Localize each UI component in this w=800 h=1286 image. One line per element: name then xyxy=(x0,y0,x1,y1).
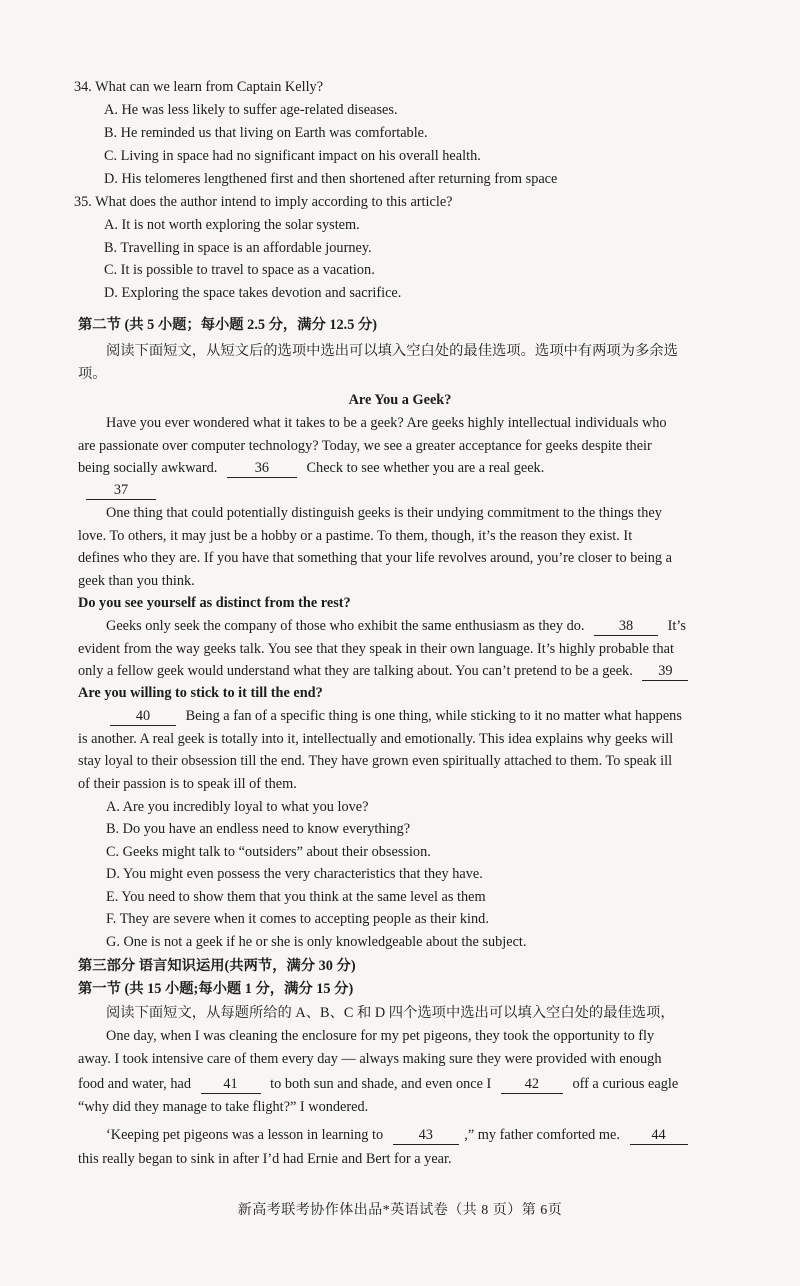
blank-40[interactable]: 40 xyxy=(110,707,176,726)
option-b: B. Do you have an endless need to know everything? xyxy=(106,821,411,837)
passage-subheading: Are you willing to stick to it till the end? xyxy=(78,685,323,701)
question-35-option-c: C. It is possible to travel to space as a vacation. xyxy=(104,262,375,278)
passage-line: Have you ever wondered what it takes to be a geek? Are geeks highly intellectual individuals who xyxy=(106,415,667,431)
question-34-option-b: B. He reminded us that living on Earth was comfortable. xyxy=(104,125,428,141)
option-g: G. One is not a geek if he or she is only knowledgeable about the subject. xyxy=(106,934,527,950)
passage-subheading: Do you see yourself as distinct from the rest? xyxy=(78,595,351,611)
passage-text: It’s xyxy=(667,618,686,634)
passage-line: “why did they manage to take flight?” I wondered. xyxy=(78,1099,369,1115)
part-3-section-1-heading: 第一节 (共 15 小题;每小题 1 分，满分 15 分) xyxy=(78,981,354,997)
question-35-stem: 35. What does the author intend to imply according to this article? xyxy=(74,194,453,210)
passage-line: stay loyal to their obsession till the end. They have grown even spiritually attached to them. To speak ill xyxy=(78,753,673,769)
question-35-option-d: D. Exploring the space takes devotion and sacrifice. xyxy=(104,285,402,301)
part-3-instruction: 阅读下面短文，从每题所给的 A、B、C 和 D 四个选项中选出可以填入空白处的最佳选项， xyxy=(106,1005,675,1021)
passage-text: Being a fan of a specific thing is one thing, while sticking to it no matter what happens xyxy=(185,708,682,724)
passage-line: of their passion is to speak ill of them. xyxy=(78,776,297,792)
part-3-heading: 第三部分 语言知识运用(共两节，满分 30 分) xyxy=(78,958,356,974)
blank-43[interactable]: 43 xyxy=(393,1126,459,1145)
passage-line xyxy=(78,1073,678,1095)
blank-39[interactable]: 39 xyxy=(642,662,688,681)
question-34-option-d: D. His telomeres lengthened first and then shortened after returning from space xyxy=(104,171,558,187)
blank-37[interactable]: 37 xyxy=(86,481,156,500)
passage-line: this really began to sink in after I’d had Ernie and Bert for a year. xyxy=(78,1151,452,1167)
page-footer: 新高考联考协作体出品*英语试卷（共 8 页）第 6页 xyxy=(237,1203,563,1218)
passage-line: love. To others, it may just be a hobby or a pastime. To them, though, it’s the reason they exist. It xyxy=(78,528,633,544)
option-c: C. Geeks might talk to “outsiders” about their obsession. xyxy=(106,844,431,860)
passage-line xyxy=(106,615,686,637)
passage-line xyxy=(106,1124,688,1146)
passage-text: off a curious eagle xyxy=(572,1076,679,1092)
blank-44[interactable]: 44 xyxy=(630,1126,688,1145)
passage-text: ‘Keeping pet pigeons was a lesson in learning to xyxy=(106,1127,384,1143)
blank-36[interactable]: 36 xyxy=(227,459,297,478)
question-34-option-c: C. Living in space had no significant impact on his overall health. xyxy=(104,148,481,164)
question-35-option-a: A. It is not worth exploring the solar system. xyxy=(104,217,360,233)
passage-line: geek than you think. xyxy=(78,573,195,589)
question-35-option-b: B. Travelling in space is an affordable journey. xyxy=(104,240,372,256)
passage-text: being socially awkward. xyxy=(78,460,218,476)
passage-text: only a fellow geek would understand what they are talking about. You can’t pretend to be a geek. xyxy=(78,663,633,679)
section-2-instruction: 阅读下面短文，从短文后的选项中选出可以填入空白处的最佳选项。选项中有两项为多余选 xyxy=(106,343,678,359)
passage-text: food and water, had xyxy=(78,1076,191,1092)
question-34-option-a: A. He was less likely to suffer age-related diseases. xyxy=(104,102,398,118)
blank-38[interactable]: 38 xyxy=(594,617,658,636)
passage-text: Geeks only seek the company of those who exhibit the same enthusiasm as they do. xyxy=(106,618,585,634)
passage-text: ,” my father comforted me. xyxy=(464,1127,620,1143)
passage-line: One thing that could potentially distinguish geeks is their undying commitment to the things they xyxy=(106,505,662,521)
passage-text: to both sun and shade, and even once I xyxy=(270,1076,492,1092)
blank-42[interactable]: 42 xyxy=(501,1075,563,1094)
option-d: D. You might even possess the very characteristics that they have. xyxy=(106,866,483,882)
question-34-stem: 34. What can we learn from Captain Kelly? xyxy=(74,79,324,95)
option-a: A. Are you incredibly loyal to what you love? xyxy=(106,799,369,815)
passage-line: are passionate over computer technology? Today, we see a greater acceptance for geeks despite their xyxy=(78,438,652,454)
section-2-instruction-cont: 项。 xyxy=(78,366,107,382)
passage-line xyxy=(86,479,156,501)
passage-line: away. I took intensive care of them every day — always making sure they were provided with enough xyxy=(78,1051,662,1067)
section-2-heading: 第二节 (共 5 小题；每小题 2.5 分，满分 12.5 分) xyxy=(78,317,378,333)
passage-title: Are You a Geek? xyxy=(348,392,452,408)
passage-line xyxy=(78,660,688,682)
passage-text: Check to see whether you are a real geek. xyxy=(306,460,545,476)
passage-line: is another. A real geek is totally into it, intellectually and emotionally. This idea explains why geeks will xyxy=(78,731,674,747)
passage-line xyxy=(110,705,682,727)
option-f: F. They are severe when it comes to accepting people as their kind. xyxy=(106,911,489,927)
blank-41[interactable]: 41 xyxy=(201,1075,261,1094)
option-e: E. You need to show them that you think at the same level as them xyxy=(106,889,486,905)
passage-line: evident from the way geeks talk. You see that they speak in their own language. It’s highly probable that xyxy=(78,641,674,657)
passage-line xyxy=(78,457,544,479)
passage-line: defines who they are. If you have that something that your life revolves around, you’re closer to being a xyxy=(78,550,672,566)
passage-line: One day, when I was cleaning the enclosure for my pet pigeons, they took the opportunity to fly xyxy=(106,1028,655,1044)
